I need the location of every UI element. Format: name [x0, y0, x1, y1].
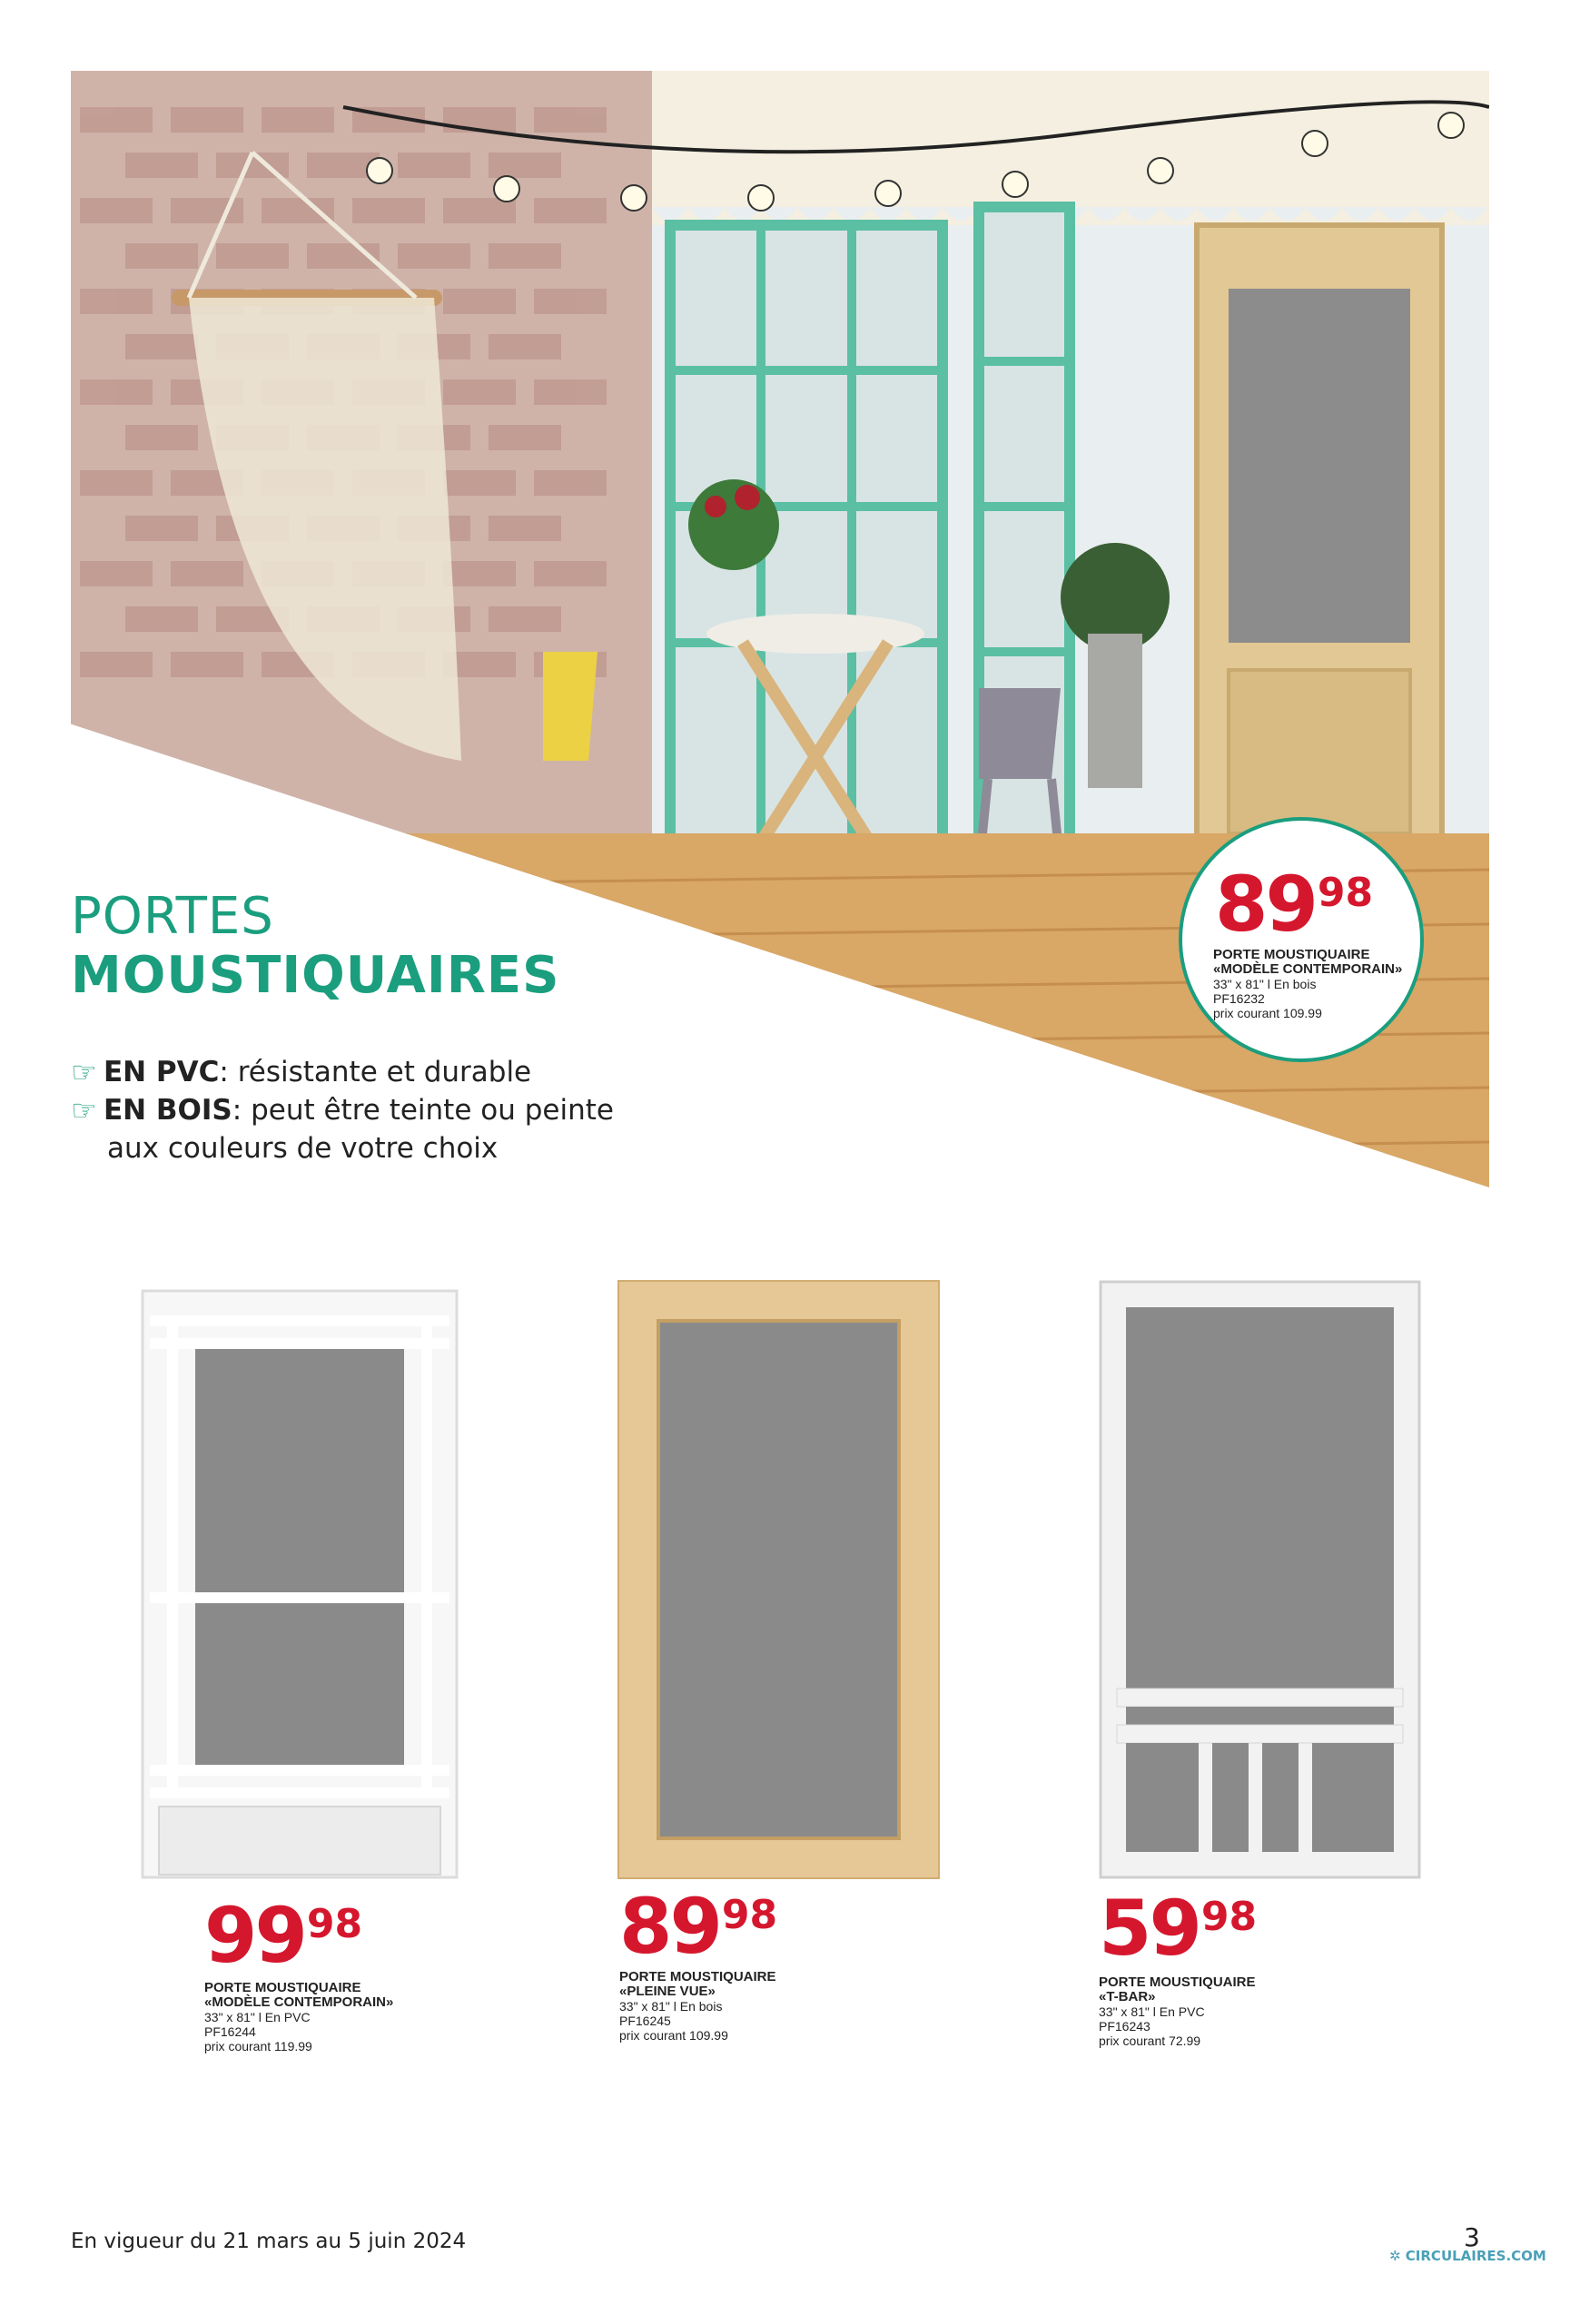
product-sku: PF16244	[204, 2024, 256, 2039]
section-title	[71, 888, 559, 1006]
price-pleine-vue	[619, 1882, 778, 1971]
price-cents: 98	[1200, 1894, 1258, 1940]
feature-key: EN BOIS	[104, 1094, 232, 1127]
product-spec: 33" x 81" l En bois	[619, 1999, 723, 2014]
product-info-t-bar	[1099, 1975, 1256, 2048]
product-spec: 33" x 81" l En PVC	[204, 2010, 311, 2024]
product-info-contemporain-pvc	[204, 1981, 393, 2053]
validity-period: En vigueur du 21 mars au 5 juin 2024	[71, 2230, 467, 2253]
product-model: «T-BAR»	[1099, 1989, 1156, 2004]
price-t-bar	[1099, 1884, 1258, 1973]
price-contemporain-pvc	[204, 1891, 363, 1980]
product-sku: PF16245	[619, 2014, 671, 2028]
feature-key: EN PVC	[104, 1056, 220, 1088]
feature-text: : résistante et durable	[219, 1056, 532, 1088]
product-sku: PF16232	[1213, 991, 1265, 1006]
product-name: PORTE MOUSTIQUAIRE	[204, 1980, 361, 1995]
feature-list	[71, 1053, 614, 1167]
awning	[652, 71, 1489, 207]
feature-item-pvc	[71, 1053, 614, 1091]
price-cents: 98	[1317, 870, 1374, 916]
product-model: «MODÈLE CONTEMPORAIN»	[1213, 961, 1403, 977]
title-line-1: PORTES	[71, 887, 274, 946]
feature-continuation: aux couleurs de votre choix	[107, 1132, 499, 1165]
page-number: 3	[1464, 2222, 1480, 2252]
product-image-contemporain-pvc	[141, 1289, 459, 1879]
pointing-hand-icon: ☞	[71, 1093, 97, 1128]
price-badge	[1179, 817, 1424, 1062]
regular-price: prix courant 109.99	[619, 2028, 728, 2043]
price-dollars: 89	[619, 1882, 720, 1971]
product-image-t-bar	[1099, 1280, 1421, 1879]
product-name: PORTE MOUSTIQUAIRE	[1213, 947, 1370, 962]
product-spec: 33" x 81" l En PVC	[1099, 2004, 1205, 2019]
product-model: «PLEINE VUE»	[619, 1984, 716, 1999]
price-dollars: 99	[204, 1891, 305, 1980]
feature-text: : peut être teinte ou peinte	[232, 1094, 614, 1127]
product-name: PORTE MOUSTIQUAIRE	[1099, 1974, 1256, 1990]
feature-item-bois	[71, 1091, 614, 1129]
regular-price: prix courant 72.99	[1099, 2034, 1201, 2048]
regular-price: prix courant 109.99	[1213, 1006, 1322, 1020]
price-cents: 98	[306, 1901, 363, 1947]
product-name: PORTE MOUSTIQUAIRE	[619, 1969, 776, 1984]
price-dollars: 89	[1215, 860, 1316, 949]
regular-price: prix courant 119.99	[204, 2039, 312, 2053]
pointing-hand-icon: ☞	[71, 1055, 97, 1089]
product-image-pleine-vue	[617, 1280, 940, 1879]
product-model: «MODÈLE CONTEMPORAIN»	[204, 1994, 394, 2010]
badge-price	[1215, 860, 1374, 949]
badge-product-info	[1213, 948, 1413, 1020]
product-sku: PF16243	[1099, 2019, 1150, 2034]
price-cents: 98	[721, 1892, 778, 1938]
price-dollars: 59	[1099, 1884, 1200, 1973]
title-line-2: MOUSTIQUAIRES	[71, 946, 560, 1005]
product-spec: 33" x 81" l En bois	[1213, 977, 1317, 991]
product-info-pleine-vue	[619, 1970, 776, 2043]
source-watermark: ✲ CIRCULAIRES.COM	[1389, 2248, 1546, 2264]
